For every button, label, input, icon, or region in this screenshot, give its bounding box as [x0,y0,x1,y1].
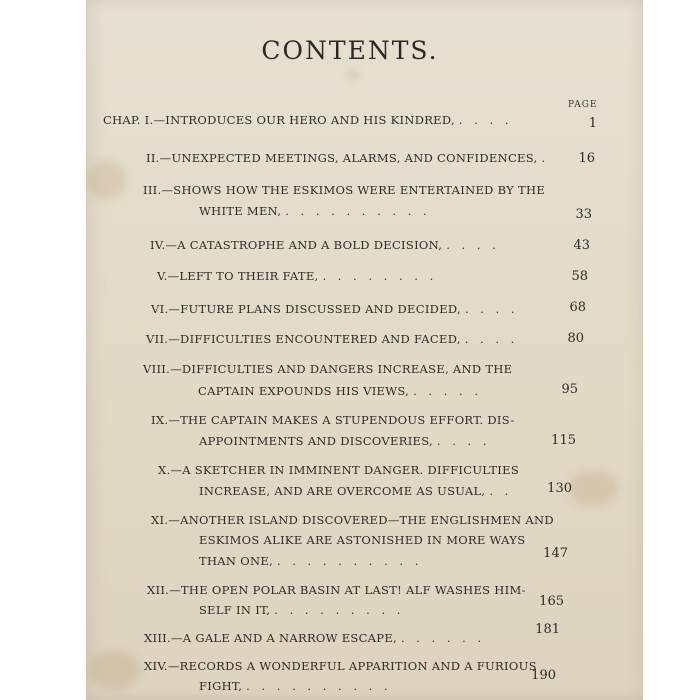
toc-entry-text: XIII.—A GALE AND A NARROW ESCAPE, [144,631,397,645]
toc-entry-chap-4 [150,238,500,252]
paper-stain [90,650,140,690]
leader-dots: . . . . . . . . . . [285,204,431,218]
toc-page-number: 147 [543,546,568,561]
toc-entry-chap-10 [158,463,519,477]
toc-entry-chap-5 [157,269,437,283]
leader-dots: . . . . . . . . . . [276,554,423,568]
toc-entry-text: FIGHT, [199,679,243,693]
paper-stain [86,160,126,200]
leader-dots: . . . . . . . . [322,269,438,283]
toc-entry-chap-2 [146,151,549,165]
toc-entry-text: X.—A SKETCHER IN IMMINENT DANGER. DIFFICULTIES [158,463,519,477]
toc-page-number: 181 [535,622,560,637]
toc-entry-chap-10-cont [199,484,512,498]
toc-entry-chap-13 [144,631,485,645]
paper-stain [568,470,618,506]
toc-page-number: 58 [571,269,588,284]
toc-page-number: 115 [551,433,576,448]
paper-stain [346,70,360,80]
toc-entry-chap-14-cont [199,679,392,693]
toc-entry-text: THAN ONE, [199,554,273,568]
toc-entry-chap-7 [146,332,518,346]
leader-dots: . . . . . . [400,631,486,645]
toc-entry-chap-8-cont [198,384,482,398]
toc-entry-text: ESKIMOS ALIKE ARE ASTONISHED IN MORE WAYS [199,533,526,547]
leader-dots: . . . . [464,332,519,346]
leader-dots: . [541,151,550,165]
toc-entry-chap-11-cont2 [199,554,422,568]
toc-entry-text: INCREASE, AND ARE OVERCOME AS USUAL, [199,484,486,498]
toc-entry-text: IX.—THE CAPTAIN MAKES A STUPENDOUS EFFORT. DIS- [151,413,515,427]
toc-entry-text: VII.—DIFFICULTIES ENCOUNTERED AND FACED, [146,332,461,346]
leader-dots: . . . . . [413,384,482,398]
toc-page-number: 95 [561,382,578,397]
toc-entry-chap-6 [151,302,519,316]
leader-dots: . . . . [464,302,519,316]
toc-entry-chap-8 [143,362,512,376]
leader-dots: . . . . [446,238,500,252]
toc-entry-chap-3-cont [199,204,431,218]
toc-entry-text: V.—LEFT TO THEIR FATE, [157,269,319,283]
toc-entry-text: II.—UNEXPECTED MEETINGS, ALARMS, AND CONFIDENCES, [146,151,538,165]
toc-page-number: 43 [573,238,590,253]
page-title: CONTENTS. [261,36,439,65]
toc-entry-text: VIII.—DIFFICULTIES AND DANGERS INCREASE, AND THE [143,362,513,376]
toc-entry-text: XIV.—RECORDS A WONDERFUL APPARITION AND A FURIOUS [144,659,537,673]
toc-entry-chap-1 [103,113,513,127]
leader-dots: . . . . [436,434,491,448]
toc-page-number: 130 [547,481,572,496]
leader-dots: . . . . . . . . . . [246,679,392,693]
toc-entry-text: CHAP. I.—INTRODUCES OUR HERO AND HIS KINDRED, [103,113,455,127]
toc-entry-text: APPOINTMENTS AND DISCOVERIES, [199,434,433,448]
toc-page-number: 16 [578,151,595,166]
toc-entry-text: XI.—ANOTHER ISLAND DISCOVERED—THE ENGLISHMEN AND [151,513,554,527]
toc-entry-chap-9-cont [199,434,491,448]
toc-entry-chap-12-cont [199,603,404,617]
toc-page-number: 33 [575,207,592,222]
toc-entry-chap-11-cont [199,533,525,547]
toc-entry-text: IV.—A CATASTROPHE AND A BOLD DECISION, [150,238,443,252]
toc-entry-text: CAPTAIN EXPOUNDS HIS VIEWS, [198,384,410,398]
leader-dots: . . . . [458,113,513,127]
toc-entry-text: SELF IN IT, [199,603,271,617]
toc-entry-text: III.—SHOWS HOW THE ESKIMOS WERE ENTERTAINED BY THE [143,183,546,197]
toc-entry-chap-12 [147,583,526,597]
leader-dots: . . [489,484,513,498]
page-column-header: PAGE [568,100,598,110]
toc-entry-chap-3 [143,183,545,197]
toc-entry-chap-9 [151,413,515,427]
toc-page-number: 1 [588,116,597,131]
leader-dots: . . . . . . . . . [274,603,405,617]
toc-entry-chap-11 [151,513,554,527]
toc-entry-text: XII.—THE OPEN POLAR BASIN AT LAST! ALF WASHES HIM- [147,583,526,597]
toc-entry-text: WHITE MEN, [199,204,282,218]
toc-page-number: 68 [569,300,586,315]
toc-entry-chap-14 [144,659,537,673]
toc-page-number: 165 [539,594,564,609]
toc-entry-text: VI.—FUTURE PLANS DISCUSSED AND DECIDED, [151,302,461,316]
toc-page-number: 80 [567,331,584,346]
toc-page-number: 190 [531,668,556,683]
